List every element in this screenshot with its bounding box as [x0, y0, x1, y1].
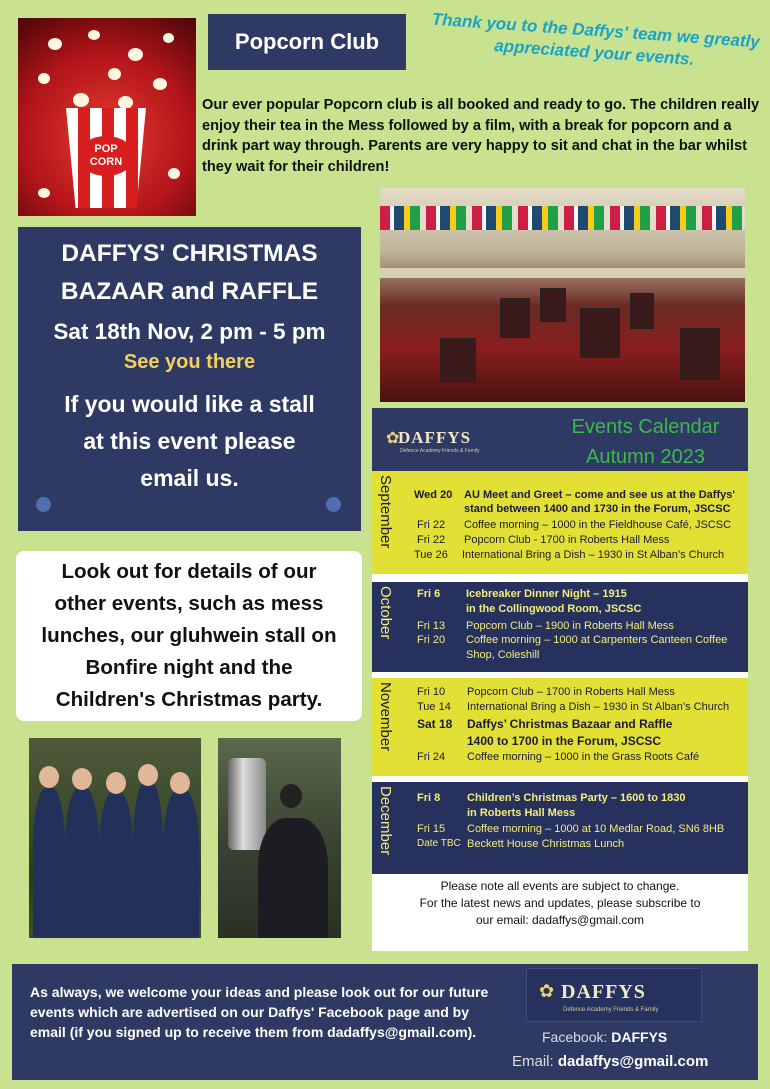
lookout-line4: Bonfire night and the — [85, 656, 293, 679]
bazaar-see-you: See you there — [123, 351, 256, 373]
month-october: October Fri 6 Icebreaker Dinner Night – 1915 in the Collingwood Room, JSCSC Fri 13 Popcorn Club – 1900 in Roberts Hall Mess Fri 20 Coffee morning – 1000 at Carpenters Canteen Coffee Shop, Coleshill — [372, 582, 748, 672]
decor-dot-left — [36, 497, 51, 512]
bazaar-hall-photo — [380, 188, 745, 402]
bazaar-date: Sat 18th Nov, 2 pm - 5 pm — [53, 319, 326, 344]
stall-line2: at this event please — [83, 428, 296, 454]
month-december: December Fri 8 Children’s Christmas Party – 1600 to 1830 in Roberts Hall Mess Fri 15 Coffee morning – 1000 at 10 Medlar Road, SN6 8HB Date TBC Beckett House Christmas Lunch — [372, 782, 748, 874]
daffodil-icon: ✿ — [539, 981, 555, 1002]
lookout-line1: Look out for details of our — [61, 560, 317, 583]
calendar-title: Events Calendar Autumn 2023 — [543, 408, 748, 476]
calendar-note: Please note all events are subject to change. For the latest news and updates, please subscribe to our email: dadaffys@gmail.com — [419, 879, 701, 927]
footer-facebook: Facebook: DAFFYS — [542, 1029, 668, 1045]
daffys-logo: ✿ DAFFYS Defence Academy Friends & Family — [372, 408, 543, 476]
month-september: September Wed 20 AU Meet and Greet – come and see us at the Daffys' stand between 1400 and 1730 in the Forum, JSCSC Fri 22 Coffee morning – 1000 in the Fieldhouse Café, JSCSC Fri 22 Popcorn Club - 1700 in Roberts Hall Mess Tue 26 International Bring a Dish – 1930 in St Alban’s Church — [372, 471, 748, 574]
popcorn-image — [18, 18, 196, 216]
gluhwein-stall-photo — [218, 738, 341, 938]
footer-message: As always, we welcome your ideas and please look out for our future events which are advertised on our Daffys' Facebook page and by email (if you signed up to receive them from dadaffys@gmail.com). — [30, 984, 489, 1040]
christmas-bazaar-panel — [18, 227, 361, 531]
stall-line3: email us. — [140, 465, 239, 491]
lookout-line5: Children's Christmas party. — [55, 688, 323, 711]
daffodil-icon: ✿ — [386, 428, 400, 447]
lookout-panel — [16, 551, 362, 721]
popcorn-description: Our ever popular Popcorn club is all booked and ready to go. The children really enjoy their tea in the Mess followed by a film, with a break for popcorn and a drink part way through. Parents are very happy to sit and chat in the bar whilst they wait for their children! — [202, 97, 760, 175]
volunteers-photo — [29, 738, 201, 938]
footer-daffys-logo: ✿ DAFFYS Defence Academy Friends & Family — [526, 968, 702, 1022]
bazaar-title-line2: BAZAAR and RAFFLE — [60, 278, 319, 305]
popcorn-box-label: POP CORN — [78, 136, 134, 176]
lookout-line3: lunches, our gluhwein stall on — [41, 624, 337, 647]
events-calendar — [372, 408, 748, 951]
footer-email[interactable]: Email: dadaffys@gmail.com — [512, 1053, 709, 1070]
footer-panel — [12, 964, 758, 1080]
bazaar-title-line1: DAFFYS' CHRISTMAS — [61, 240, 318, 267]
stall-line1: If you would like a stall — [64, 391, 315, 417]
popcorn-club-title: Popcorn Club — [208, 14, 406, 70]
month-november: November Fri 10 Popcorn Club – 1700 in Roberts Hall Mess Tue 14 International Bring a Dish – 1930 in St Alban’s Church Sat 18 Daffys’ Christmas Bazaar and Raffle 1400 to 1700 in the Forum, JSCSC Fri 24 Coffee morning – 1000 in the Grass Roots Café — [372, 678, 748, 776]
lookout-line2: other events, such as mess — [54, 592, 324, 615]
decor-dot-right — [326, 497, 341, 512]
thank-you-note: Thank you to the Daffys' team we greatly appreciated your events. — [431, 9, 761, 69]
